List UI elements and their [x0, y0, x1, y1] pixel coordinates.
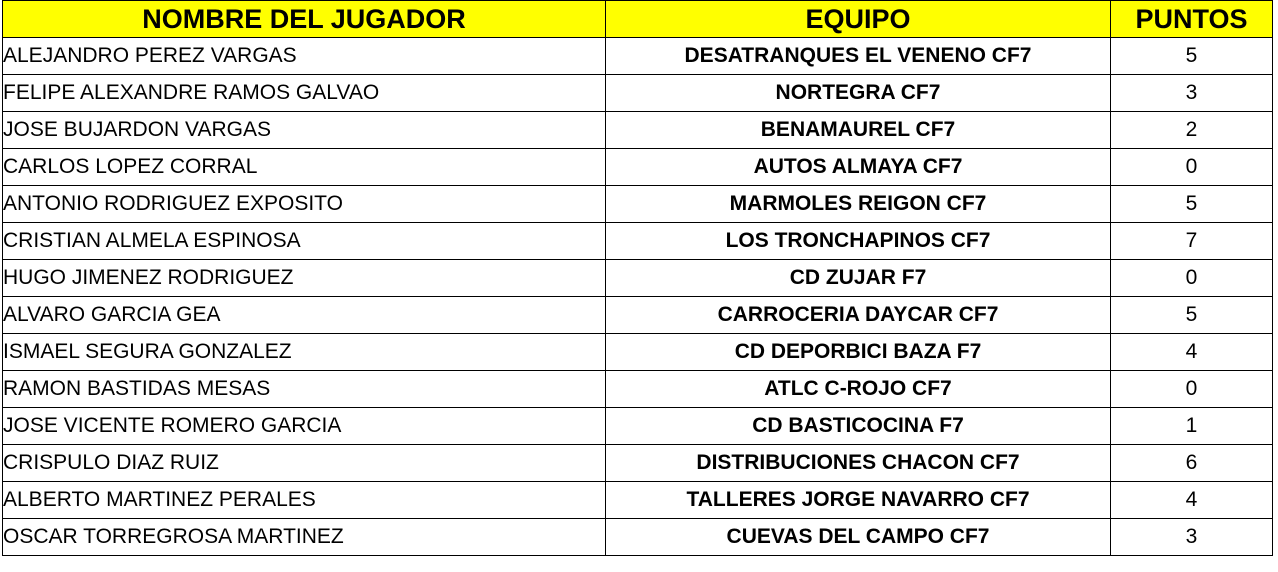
cell-points: 2	[1111, 112, 1273, 149]
cell-points: 3	[1111, 75, 1273, 112]
cell-team-name: CD DEPORBICI BAZA F7	[606, 334, 1111, 371]
table-row	[3, 38, 1273, 75]
table-row	[3, 371, 1273, 408]
table-row	[3, 149, 1273, 186]
cell-player-name: ANTONIO RODRIGUEZ EXPOSITO	[3, 186, 606, 223]
table-row	[3, 519, 1273, 556]
cell-player-name: ALEJANDRO PEREZ VARGAS	[3, 38, 606, 75]
cell-points: 4	[1111, 482, 1273, 519]
header-row	[3, 1, 1273, 38]
cell-player-name: CRISPULO DIAZ RUIZ	[3, 445, 606, 482]
table-header	[3, 1, 1273, 38]
cell-player-name: OSCAR TORREGROSA MARTINEZ	[3, 519, 606, 556]
cell-team-name: CD BASTICOCINA F7	[606, 408, 1111, 445]
table-row	[3, 112, 1273, 149]
cell-points: 0	[1111, 149, 1273, 186]
table-row	[3, 260, 1273, 297]
cell-points: 0	[1111, 371, 1273, 408]
cell-team-name: TALLERES JORGE NAVARRO CF7	[606, 482, 1111, 519]
table-row	[3, 445, 1273, 482]
cell-team-name: CD ZUJAR F7	[606, 260, 1111, 297]
cell-player-name: CRISTIAN ALMELA ESPINOSA	[3, 223, 606, 260]
cell-team-name: CARROCERIA DAYCAR CF7	[606, 297, 1111, 334]
cell-player-name: ISMAEL SEGURA GONZALEZ	[3, 334, 606, 371]
cell-team-name: DISTRIBUCIONES CHACON CF7	[606, 445, 1111, 482]
table-body	[3, 38, 1273, 556]
cell-team-name: ATLC C-ROJO CF7	[606, 371, 1111, 408]
column-header-team: EQUIPO	[606, 1, 1111, 38]
cell-points: 4	[1111, 334, 1273, 371]
column-header-player: NOMBRE DEL JUGADOR	[3, 1, 606, 38]
column-header-points: PUNTOS	[1111, 1, 1273, 38]
cell-points: 5	[1111, 186, 1273, 223]
table-row	[3, 482, 1273, 519]
table-row	[3, 223, 1273, 260]
cell-points: 5	[1111, 38, 1273, 75]
cell-team-name: BENAMAUREL CF7	[606, 112, 1111, 149]
cell-team-name: LOS TRONCHAPINOS CF7	[606, 223, 1111, 260]
cell-team-name: CUEVAS DEL CAMPO CF7	[606, 519, 1111, 556]
cell-team-name: AUTOS ALMAYA CF7	[606, 149, 1111, 186]
cell-points: 1	[1111, 408, 1273, 445]
cell-team-name: DESATRANQUES EL VENENO CF7	[606, 38, 1111, 75]
cell-points: 7	[1111, 223, 1273, 260]
cell-player-name: FELIPE ALEXANDRE RAMOS GALVAO	[3, 75, 606, 112]
cell-points: 0	[1111, 260, 1273, 297]
cell-team-name: NORTEGRA CF7	[606, 75, 1111, 112]
table-row	[3, 408, 1273, 445]
cell-points: 3	[1111, 519, 1273, 556]
table-row	[3, 297, 1273, 334]
table-row	[3, 186, 1273, 223]
cell-player-name: ALBERTO MARTINEZ PERALES	[3, 482, 606, 519]
player-points-table	[2, 0, 1273, 556]
cell-player-name: JOSE VICENTE ROMERO GARCIA	[3, 408, 606, 445]
cell-player-name: HUGO JIMENEZ RODRIGUEZ	[3, 260, 606, 297]
cell-player-name: ALVARO GARCIA GEA	[3, 297, 606, 334]
cell-points: 5	[1111, 297, 1273, 334]
cell-player-name: JOSE BUJARDON VARGAS	[3, 112, 606, 149]
table-row	[3, 75, 1273, 112]
cell-player-name: RAMON BASTIDAS MESAS	[3, 371, 606, 408]
table-row	[3, 334, 1273, 371]
cell-team-name: MARMOLES REIGON CF7	[606, 186, 1111, 223]
cell-points: 6	[1111, 445, 1273, 482]
cell-player-name: CARLOS LOPEZ CORRAL	[3, 149, 606, 186]
